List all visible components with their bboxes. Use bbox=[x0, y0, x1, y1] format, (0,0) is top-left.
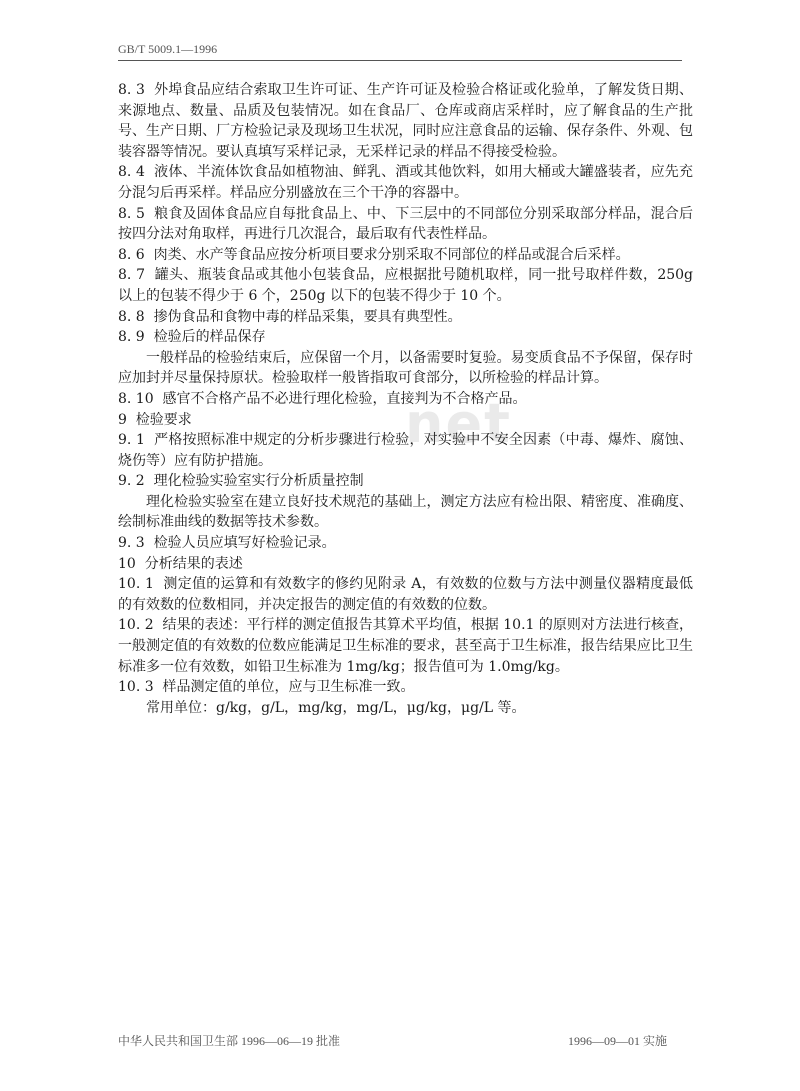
section-10-heading: 10 分析结果的表述 bbox=[118, 555, 243, 572]
clause-8-4: 8. 4 液体、半流体饮食品如植物油、鲜乳、酒或其他饮料，如用大桶或大罐盛装者，应先充分混匀后再采样。样品应分别盛放在三个干净的容器中。 bbox=[118, 164, 693, 201]
footer-implementation: 1996—09—01 实施 bbox=[568, 1034, 668, 1048]
document-body bbox=[118, 80, 698, 718]
clause-8-6: 8. 6 肉类、水产等食品应按分析项目要求分别采取不同部位的样品或混合后采样。 bbox=[118, 246, 630, 263]
clause-8-3: 8. 3 外埠食品应结合索取卫生许可证、生产许可证及检验合格证或化验单，了解发货日期、来源地点、数量、品质及包装情况。如在食品厂、仓库或商店采样时，应了解食品的生产批号、生产日期、厂方检验记录及现场卫生状况，同时应注意食品的运输、保存条件、外观、包装容器等情况。要认真填写采样记录，无采样记录的样品不得接受检验。 bbox=[118, 82, 693, 160]
clause-9-3: 9. 3 检验人员应填写好检验记录。 bbox=[118, 535, 336, 552]
clause-10-2: 10. 2 结果的表述：平行样的测定值报告其算术平均值，根据 10.1 的原则对方法进行核查，一般测定值的有效数的位数应能满足卫生标准的要求，甚至高于卫生标准，报告结果应比卫生标准多一位有效数，如铅卫生标准为 1mg/kg；报告值可为 1.0mg/kg。 bbox=[118, 617, 693, 675]
standard-code: GB/T 5009.1—1996 bbox=[118, 42, 218, 56]
page-header bbox=[118, 40, 682, 61]
clause-8-9-heading: 8. 9 检验后的样品保存 bbox=[118, 329, 266, 346]
clause-8-5: 8. 5 粮食及固体食品应自每批食品上、中、下三层中的不同部位分别采取部分样品，混合后按四分法对角取样，再进行几次混合，最后取有代表性样品。 bbox=[118, 205, 693, 243]
clause-8-7: 8. 7 罐头、瓶装食品或其他小包装食品，应根据批号随机取样，同一批号取样件数，250g 以上的包装不得少于 6 个，250g 以下的包装不得少于 10 个。 bbox=[118, 267, 698, 304]
section-9-heading: 9 检验要求 bbox=[118, 411, 192, 428]
clause-9-2-heading: 9. 2 理化检验实验室实行分析质量控制 bbox=[118, 473, 364, 490]
footer-approval: 中华人民共和国卫生部 1996—06—19 批准 bbox=[118, 1034, 341, 1048]
clause-8-9-body: 一般样品的检验结束后，应保留一个月，以备需要时复验。易变质食品不予保留，保存时应加封并尽量保持原状。检验取样一般皆指取可食部分，以所检验的样品计算。 bbox=[118, 349, 693, 387]
clause-10-3: 10. 3 样品测定值的单位，应与卫生标准一致。 bbox=[118, 679, 415, 696]
clause-9-2-body: 理化检验实验室在建立良好技术规范的基础上，测定方法应有检出限、精密度、准确度、绘制标准曲线的数据等技术参数。 bbox=[118, 493, 693, 531]
clause-8-10: 8. 10 感官不合格产品不必进行理化检验，直接判为不合格产品。 bbox=[118, 390, 527, 407]
clause-8-8: 8. 8 掺伪食品和食物中毒的样品采集，要具有典型性。 bbox=[118, 308, 462, 325]
clause-10-3-units: 常用单位：g/kg，g/L，mg/kg，mg/L，μg/kg，μg/L 等。 bbox=[146, 699, 526, 716]
clause-9-1: 9. 1 严格按照标准中规定的分析步骤进行检验，对实验中不安全因素（中毒、爆炸、腐蚀、烧伤等）应有防护措施。 bbox=[118, 432, 693, 469]
watermark: net bbox=[405, 392, 512, 455]
clause-10-1: 10. 1 测定值的运算和有效数字的修约见附录 A，有效数的位数与方法中测量仪器精度最低的有效数的位数相同，并决定报告的测定值的有效数的位数。 bbox=[118, 576, 693, 613]
